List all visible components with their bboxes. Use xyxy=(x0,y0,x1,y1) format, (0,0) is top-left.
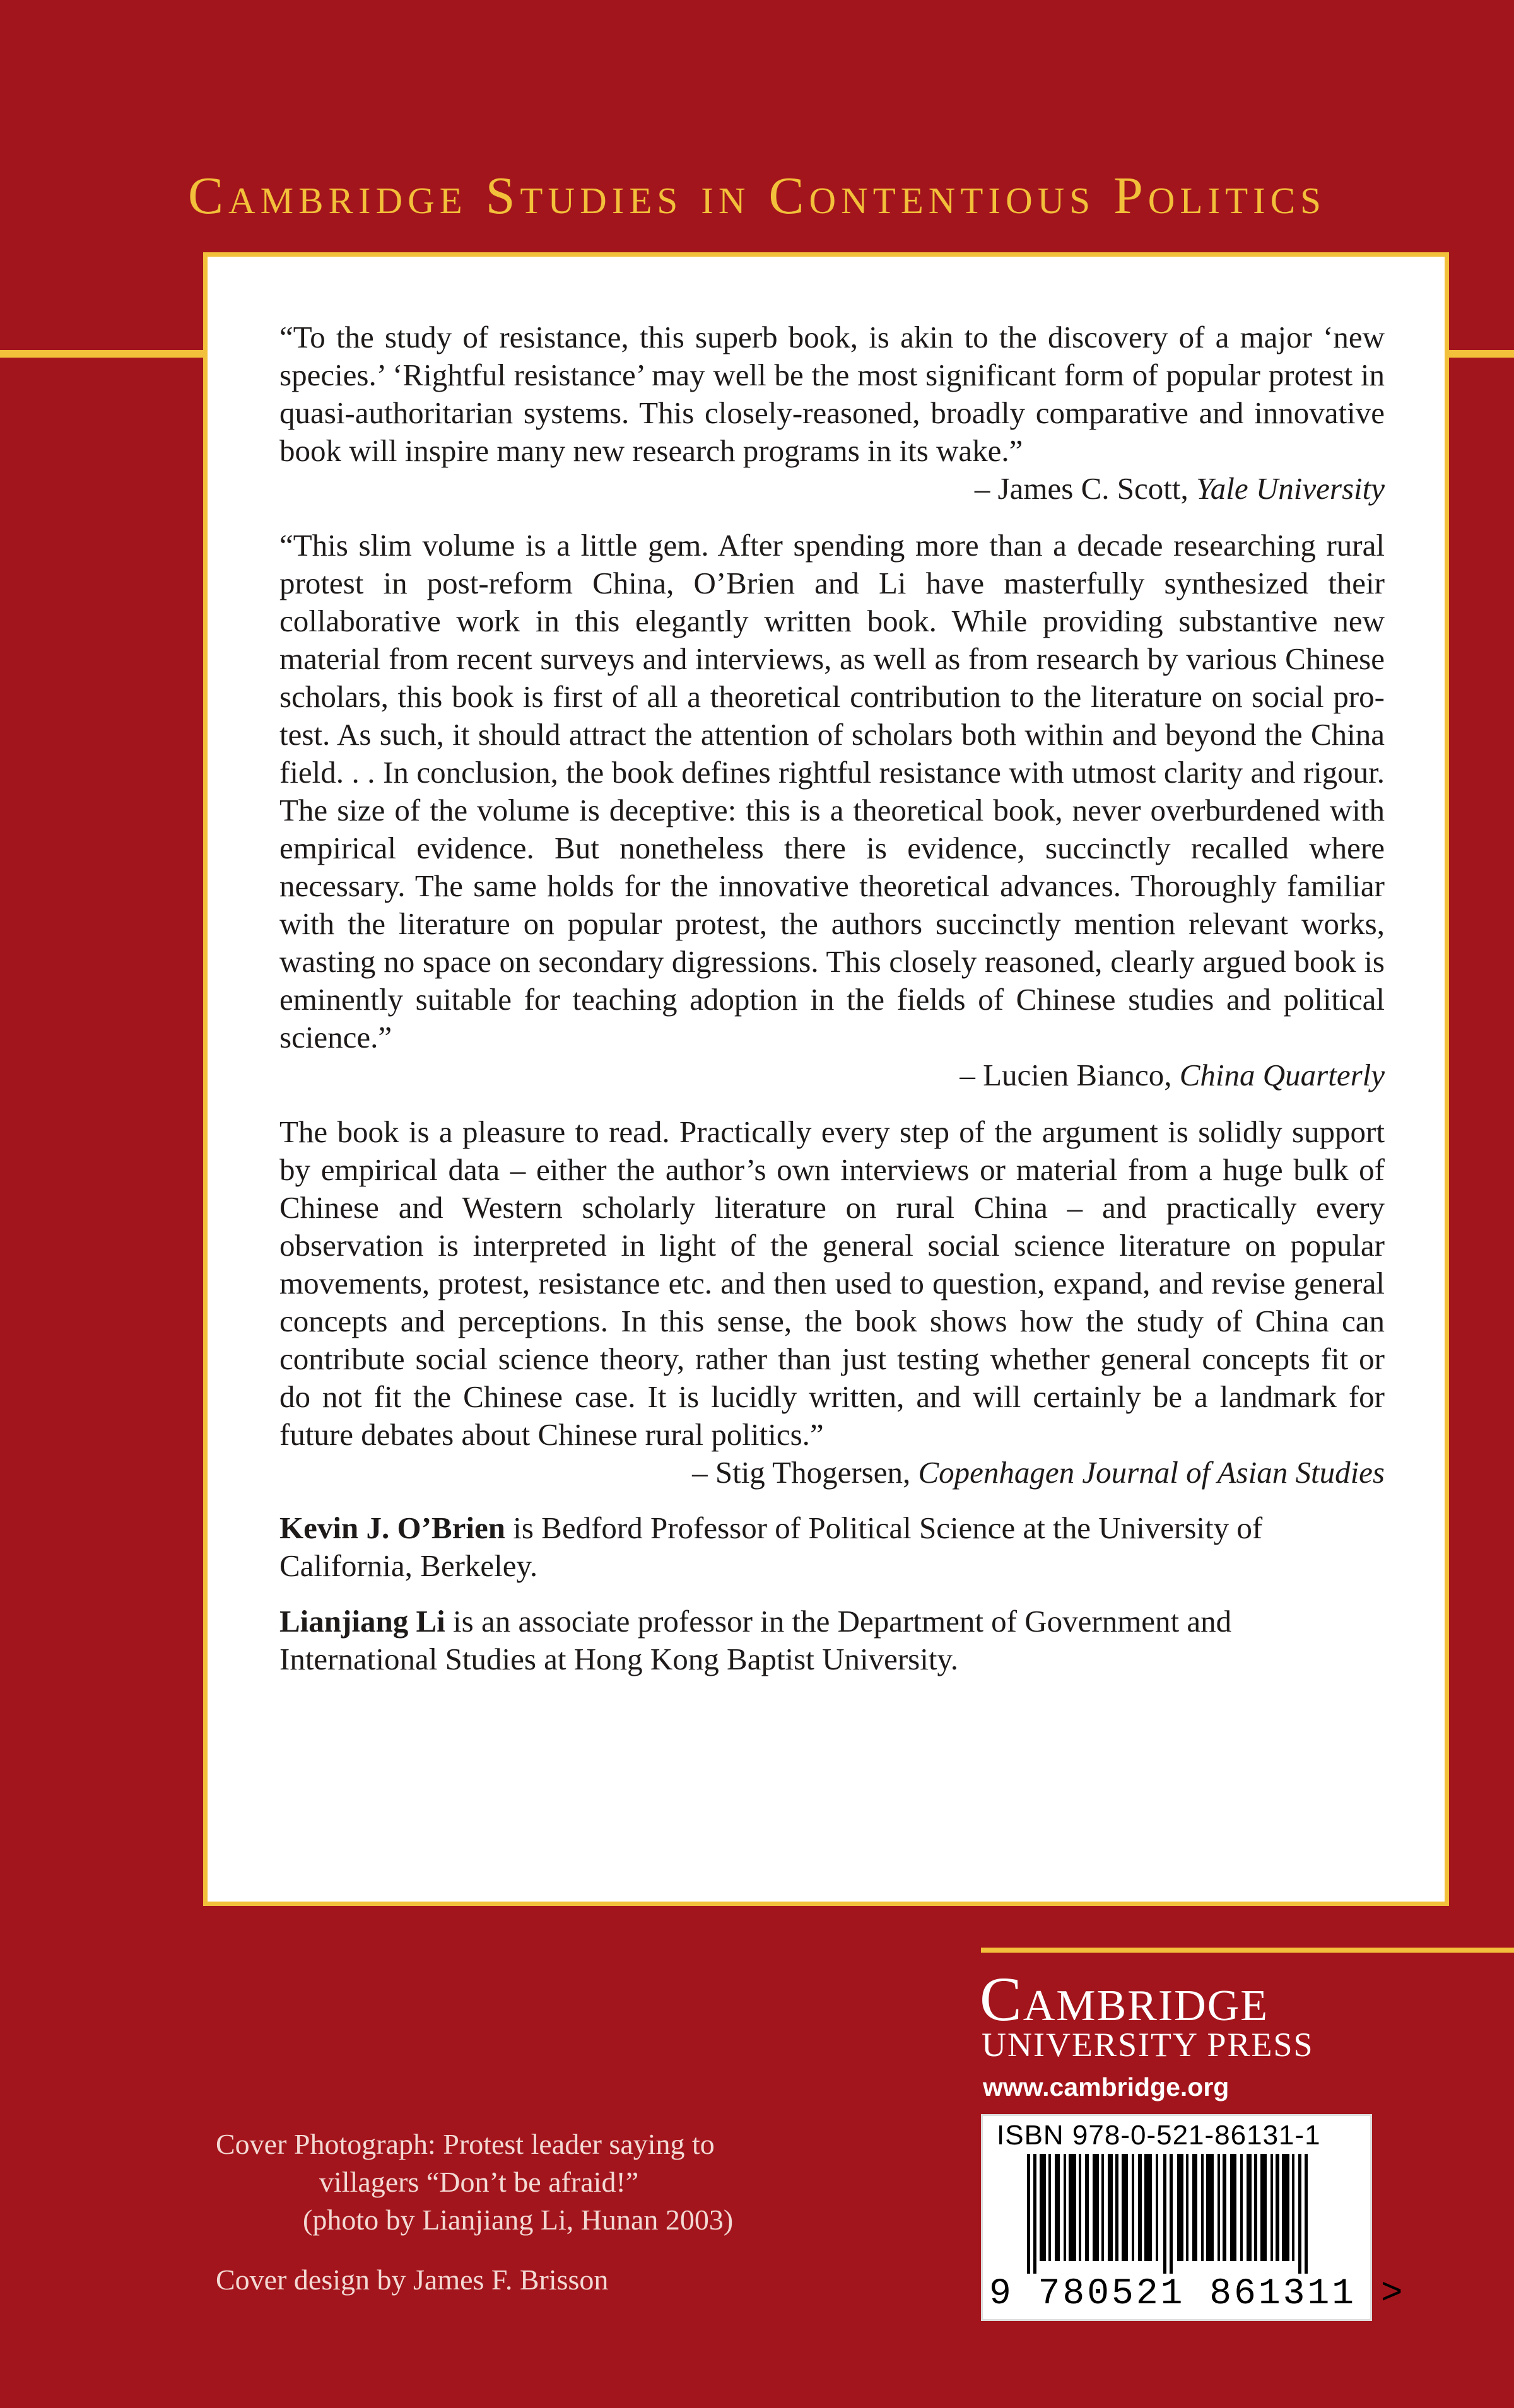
credit-line: villagers “Don’t be afraid!” xyxy=(319,2166,639,2198)
review-quote-thogersen: The book is a pleasure to read. Practically every step of the argument is solidly support by empirical data – either the author’s own interviews or material from a huge bulk of Chinese and Western scholarly literature on rural China – and practically every observation is interpreted in light of the general social science literature on popular movements, protest, resistance etc. and then used to question, expand, and revise general concepts and perceptions. In this sense, the book shows how the study of China can contribute social science theory, rather than just testing whether general concepts fit or do not fit the Chinese case. It is lucidly written, and will certainly be a landmark for future debates about Chinese rural politics.” xyxy=(279,1114,1385,1452)
barcode-bars-icon xyxy=(1027,2154,1342,2274)
credit-line: (photo by Lianjiang Li, Hunan 2003) xyxy=(303,2204,734,2236)
publisher-website: www.cambridge.org xyxy=(983,2072,1229,2101)
cover-design-credit: Cover design by James F. Brisson xyxy=(216,2264,609,2296)
attribution-source: China Quarterly xyxy=(1179,1058,1385,1092)
author-name: Kevin J. O’Brien xyxy=(279,1511,505,1545)
right-gold-rule xyxy=(1445,350,1514,358)
attribution-source: Yale University xyxy=(1196,471,1385,506)
review-quote-bianco: “This slim volume is a little gem. After spending more than a decade researching rural protest in post-reform China, O’Brien and Li have masterfully synthesized their collaborative work in this elegantly written book. While providing substantive new material from recent surveys and interviews, as well as from research by various Chinese scholars, this book is first of all a theoretical contribution to the literature on social protest. As such, it should attract the attention of scholars both within and beyond the China field. . . In conclusion, the book defines rightful resistance with utmost clarity and rigour. The size of the volume is deceptive: this is a theoretical book, never overburdened with empirical evidence. But nonetheless there is evidence, succinctly recalled where necessary. The same holds for the innovative theoretical advances. Thoroughly familiar with the literature on popular protest, the authors succinctly mention relevant works, wasting no space on secondary digressions. This closely reasoned, clearly argued book is eminently suitable for teaching adoption in the fields of Chinese studies and political science.” xyxy=(279,528,1385,1055)
credit-line: Cover Photograph: Protest leader saying to xyxy=(216,2128,715,2160)
publisher-gold-rule xyxy=(981,1948,1514,1953)
cover-photo-credit xyxy=(216,2125,733,2239)
attribution-source: Copenhagen Journal of Asian Studies xyxy=(918,1455,1385,1490)
review-panel xyxy=(203,252,1449,1906)
review-attribution-thogersen xyxy=(279,1454,1385,1492)
left-gold-rule xyxy=(0,350,208,358)
attribution-name: – Stig Thogersen, xyxy=(692,1455,918,1490)
author-name: Lianjiang Li xyxy=(279,1604,445,1639)
attribution-name: – James C. Scott, xyxy=(974,471,1197,506)
attribution-name: – Lucien Bianco, xyxy=(959,1058,1180,1092)
review-attribution-scott xyxy=(279,470,1385,508)
author-bio-obrien xyxy=(279,1509,1385,1585)
review-panel-content xyxy=(279,319,1385,1678)
barcode-digits: 9 780521 861311 > xyxy=(989,2274,1405,2315)
author-bio-li xyxy=(279,1603,1385,1678)
series-title: Cambridge Studies in Contentious Politics xyxy=(188,167,1326,225)
review-quote-scott: “To the study of resistance, this superb book, is akin to the discovery of a major ‘new species.’ ‘Rightful resistance’ may well be the most significant form of popular protest in quasi-authoritarian systems. This closely-reasoned, broadly comparative and innovative book will inspire many new research programs in its wake.” xyxy=(279,320,1385,468)
publisher-logo-name: Cambridge xyxy=(980,1964,1269,2034)
review-attribution-bianco xyxy=(279,1056,1385,1094)
isbn-barcode xyxy=(981,2114,1405,2321)
author-bio-text: is an associate professor in the Department of Government and International Studies at Hong Kong Baptist University. xyxy=(279,1604,1232,1676)
publisher-subtitle: UNIVERSITY PRESS xyxy=(982,2026,1314,2064)
isbn-label: ISBN 978-0-521-86131-1 xyxy=(997,2120,1321,2151)
author-bio-text: is Bedford Professor of Political Science at the University of California, Berkeley. xyxy=(279,1511,1263,1583)
